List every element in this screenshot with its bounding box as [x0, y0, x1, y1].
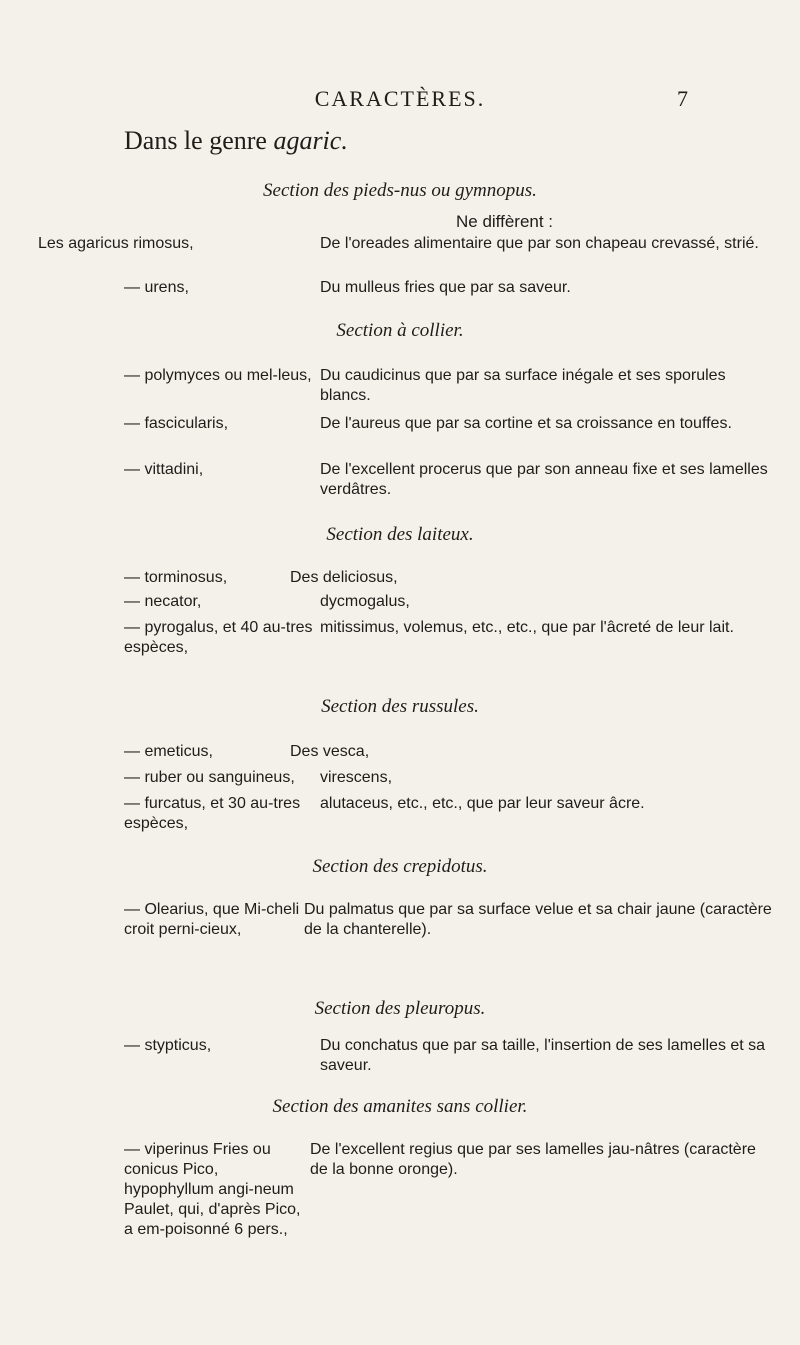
species-note: De l'oreades alimentaire que par son chapeau crevassé, strié.: [320, 235, 759, 252]
species-name: — necator,: [124, 593, 202, 610]
species-note: Des vesca,: [290, 743, 370, 760]
species-note: De l'excellent procerus que par son anneau fixe et ses lamelles verdâtres.: [320, 461, 768, 498]
genus-heading: [124, 126, 348, 156]
species-name: — Olearius, que Mi-cheli croit perni-cieux,: [124, 901, 300, 938]
species-name: — fascicularis,: [124, 415, 229, 432]
species-name: — torminosus,: [124, 569, 228, 586]
running-head: [0, 86, 800, 116]
section-title: Section à collier.: [336, 320, 464, 341]
species-note: Des deliciosus,: [290, 569, 398, 586]
species-note: virescens,: [320, 769, 393, 786]
species-note: dycmogalus,: [320, 593, 410, 610]
species-name: Les agaricus rimosus,: [38, 235, 194, 252]
section-title: Section des laiteux.: [326, 524, 474, 545]
species-note: mitissimus, volemus, etc., etc., que par l'âcreté de leur lait.: [320, 619, 734, 636]
genus-prefix: Dans le genre: [124, 126, 267, 155]
species-note: Du palmatus que par sa surface velue et sa chair jaune (caractère de la chanterelle).: [304, 901, 772, 938]
species-note: Du mulleus fries que par sa saveur.: [320, 279, 571, 296]
species-name: — urens,: [124, 279, 189, 296]
differences-header: Ne diffèrent :: [456, 212, 554, 231]
page-number: 7: [677, 86, 688, 111]
page-title: CARACTÈRES.: [314, 86, 486, 111]
species-name: — emeticus,: [124, 743, 213, 760]
species-name: — furcatus, et 30 au-tres espèces,: [124, 795, 301, 832]
species-note: De l'excellent regius que par ses lamelles jau-nâtres (caractère de la bonne oronge).: [310, 1141, 756, 1178]
genus-name: agaric.: [273, 126, 348, 155]
species-name: — pyrogalus, et 40 au-tres espèces,: [124, 619, 313, 656]
section-title: Section des pieds-nus ou gymnopus.: [263, 180, 537, 201]
species-note: Du caudicinus que par sa surface inégale et ses sporules blancs.: [320, 367, 726, 404]
section-title: Section des amanites sans collier.: [272, 1096, 528, 1117]
species-name: — polymyces ou mel-leus,: [124, 367, 312, 384]
species-name: — stypticus,: [124, 1037, 212, 1054]
species-note: Du conchatus que par sa taille, l'insertion de ses lamelles et sa saveur.: [320, 1037, 766, 1074]
species-note: De l'aureus que par sa cortine et sa croissance en touffes.: [320, 415, 732, 432]
section-title: Section des russules.: [321, 696, 479, 717]
species-note: alutaceus, etc., etc., que par leur saveur âcre.: [320, 795, 645, 812]
section-title: Section des pleuropus.: [314, 998, 486, 1019]
species-name: — ruber ou sanguineus,: [124, 769, 295, 786]
section-title: Section des crepidotus.: [312, 856, 488, 877]
species-name: — viperinus Fries ou conicus Pico, hypophyllum angi-neum Paulet, qui, d'après Pico, a em-poisonné 6 pers.,: [124, 1141, 301, 1238]
species-name: — vittadini,: [124, 461, 204, 478]
